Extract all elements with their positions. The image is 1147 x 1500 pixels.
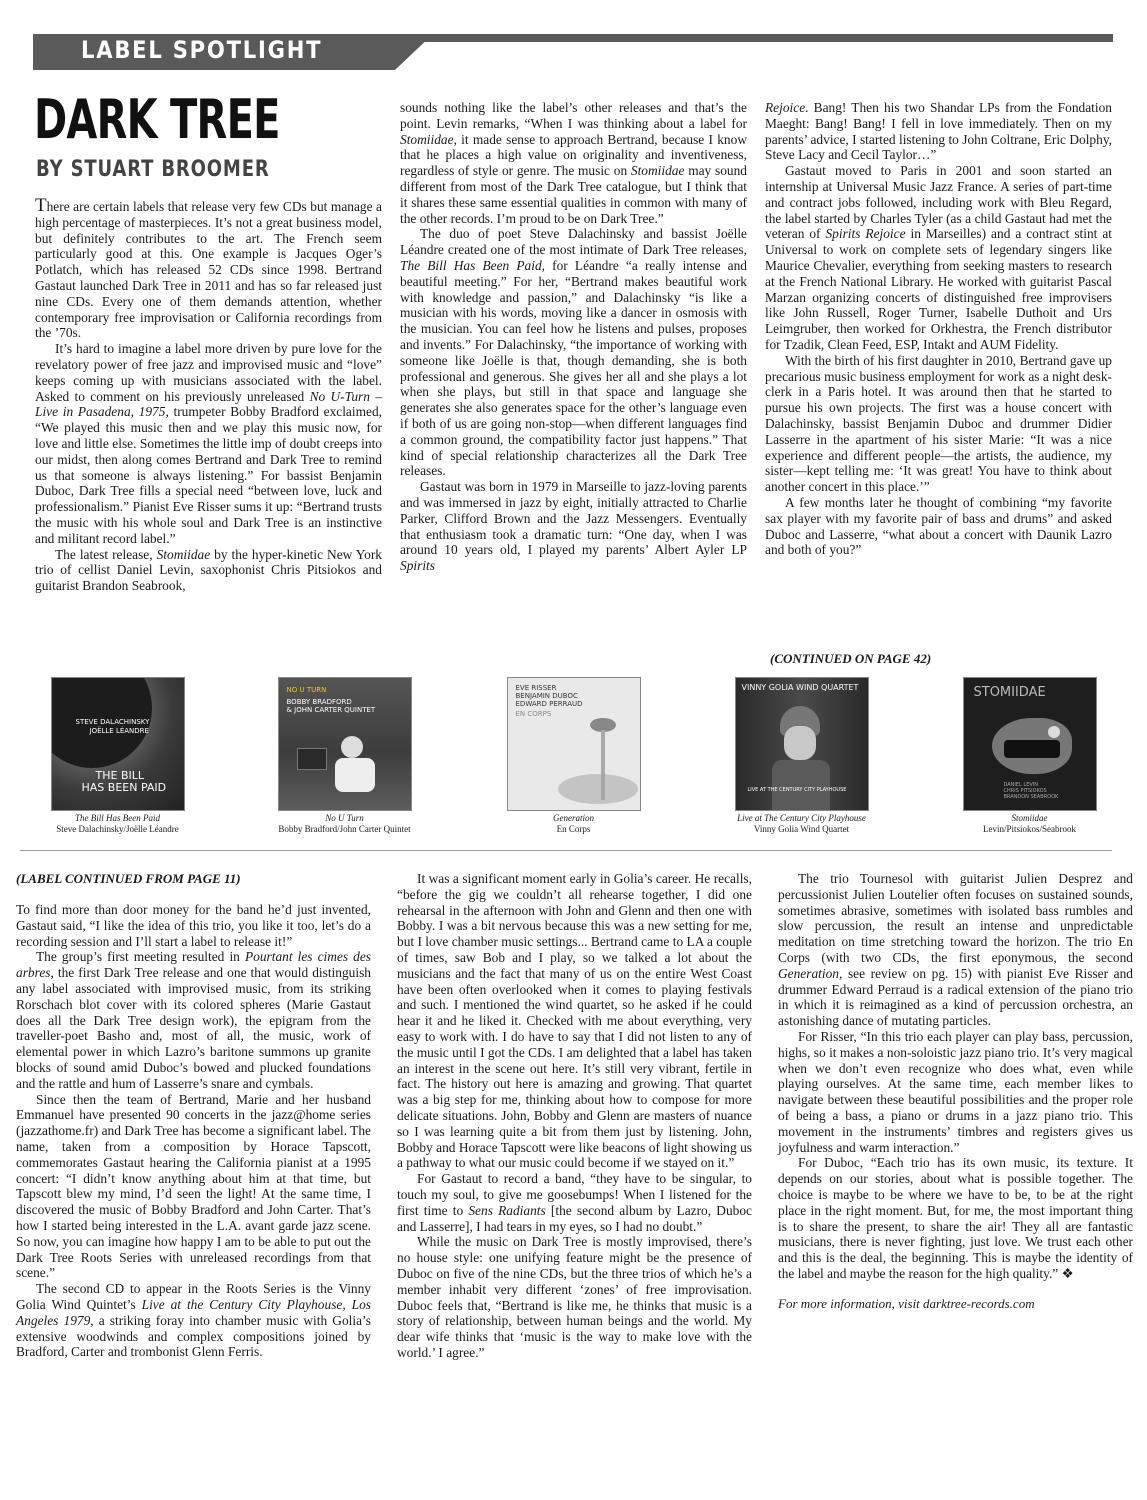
album-title: Stomiidae xyxy=(156,546,211,562)
paragraph: sounds nothing like the label’s other releases and that’s the point. Levin remarks, “When I was thinking about a label for Stomiidae, it made sense to approach Bertrand, because I know that he places a high value on originality and inventiveness, regardless of style or genre. The music on Stomiidae may sound different from most of the Dark Tree catalogue, but I think that it shares these same essential qualities in common with many of the other records. I’m proud to be on Dark Tree.” xyxy=(400,100,747,226)
album-cover: EVE RISSER BENJAMIN DUBOC EDWARD PERRAUD EN CORPS xyxy=(507,677,641,811)
section-banner xyxy=(33,34,1113,70)
album-title: No U-Turn – Live in Pasadena, 1975 xyxy=(35,388,382,420)
album-card xyxy=(30,677,205,835)
paragraph: For Duboc, “Each trio has its own music, its texture. It depends on our stories, about what is possible together. The choice is maybe to be where we have to be, to be at the right place in the right moment. But, for me, the most important thing is to share the present, to share the air! They all are fantastic musicians, there is never fighting, just love. We trust each other and this is the deal, the beginning. This is maybe the identity of the label and maybe the reason for the high quality.” ❖ xyxy=(778,1155,1133,1281)
paragraph: The trio Tournesol with guitarist Julien Desprez and percussionist Julien Loutelier often focuses on sustained sounds, sometimes abrasive, sometimes with isolated bass rumbles and slow percussion, the result an intense and unpredictable meditation on time stretching toward the horizon. The trio En Corps (with two CDs, the first eponymous, the second Generation, see review on pg. 15) with pianist Eve Risser and drummer Edward Perraud is a radical extension of the piano trio in which it is reimagined as a kind of percussion orchestra, an astonishing dance of mutating particles. xyxy=(778,871,1133,1029)
paragraph: The latest release, Stomiidae by the hyper-kinetic New York trio of cellist Daniel Levin, saxophonist Chris Pitsiokos and guitarist Brandon Seabrook, xyxy=(35,546,382,594)
continuation-column-3 xyxy=(778,871,1133,1312)
paragraph: The group’s first meeting resulted in Pourtant les cimes des arbres, the first Dark Tree release and one that would distinguish any label associated with improvised music, from its striking Rorschach blot cover with its colored spheres (Marie Gastaut does all the Dark Tree design work), the epigram from the traveller-poet Basho and, most of all, the music, work of elemental power in which Lazro’s baritone summons up granite blocks of sound amid Duboc’s bowed and plucked foundations and the rattle and hum of Lasserre’s snare and cymbals. xyxy=(16,949,371,1091)
album-row xyxy=(30,677,1120,837)
paragraph: While the music on Dark Tree is mostly improvised, there’s no house style: one unifying feature might be the presence of Duboc on five of the nine CDs, but the three trios of which he’s a member inhabit very different ‘zones’ of free improvisation. Duboc feels that, “Bertrand is like me, he thinks that music is a story of relationship, between human beings and the world. My dear wife thinks that ‘music is the way to make love with the world.’ I agree.” xyxy=(397,1234,752,1360)
section-label: LABEL SPOTLIGHT xyxy=(81,36,323,64)
album-card xyxy=(486,677,661,835)
continuation-column-2 xyxy=(397,871,752,1361)
continued-on-note: (CONTINUED ON PAGE 42) xyxy=(770,651,932,666)
paragraph: Rejoice. Bang! Then his two Shandar LPs from the Fondation Maeght: Bang! Bang! I fell in love immediately. Then on my parents’ advice, I started listening to John Coltrane, Eric Dolphy, Steve Lacy and Cecil Taylor…” xyxy=(765,100,1112,163)
banner-bar xyxy=(395,34,1113,42)
drop-cap: T xyxy=(35,195,47,216)
paragraph: There are certain labels that release very few CDs but manage a high percentage of masterpieces. It’s not a great business model, but definitely contributes to the art. The French seem particularly good at this. One example is Jacques Oger’s Potlatch, which has released 52 CDs since 1998. Bertrand Gastaut launched Dark Tree in 2011 and has so far released just nine CDs. Every one of them demands attention, whether contemporary free improvisation or California recordings from the ’70s. xyxy=(35,195,382,341)
album-artist: Levin/Pitsiokos/Seabrook xyxy=(983,824,1076,834)
album-card xyxy=(942,677,1117,835)
section-divider xyxy=(20,850,1112,851)
album-artist: Bobby Bradford/John Carter Quintet xyxy=(278,824,411,834)
article-column-2 xyxy=(400,100,747,574)
paragraph: A few months later he thought of combining “my favorite sax player with my favorite pair of bass and drums” and asked Duboc and Lasserre, “what about a concert with Daunik Lazro and both of you?” xyxy=(765,494,1112,558)
album-card xyxy=(257,677,432,835)
paragraph: Since then the team of Bertrand, Marie and her husband Emmanuel have presented 90 concerts in the jazz@home series (jazzathome.fr) and Dark Tree has become a significant label. The name, taken from a composition by Horace Tapscott, commemorates Gastaut hearing the California pianist at a 1995 concert: “I didn’t know anything about him at that time, but Tapscott blew my mind, I’d seen the light! At the same time, I discovered the music of Bobby Bradford and John Carter. That’s how I started being interested in the L.A. avant garde jazz scene. So now, you can imagine how happy I am to be able to put out the Dark Tree Roots Series with unreleased recordings from that scene.” xyxy=(16,1091,371,1281)
paragraph: For Risser, “In this trio each player can play bass, percussion, highs, so it makes a non-soloistic jazz piano trio. It’s very magical when we don’t even recognize who does what, even while playing ourselves. At the same time, each member likes to navigate between these beautiful possibilities and the proper role of being a bass, a piano or drums in a jazz piano trio. This movement in the instruments’ timbres and registers gives us joyfulness and warm interaction.” xyxy=(778,1028,1133,1155)
article-column-1 xyxy=(35,195,382,594)
continued-from-note: (LABEL CONTINUED FROM PAGE 11) xyxy=(16,871,241,886)
album-artist: Vinny Golia Wind Quartet xyxy=(753,824,850,834)
article-title: DARK TREE xyxy=(34,88,280,151)
album-artist: En Corps xyxy=(556,824,591,834)
paragraph: The second CD to appear in the Roots Series is the Vinny Golia Wind Quintet’s Live at the Century City Playhouse, Los Angeles 1979, a striking foray into chamber music with Golia’s extensive woodwinds and complex compositions joined by Bradford, Carter and trombonist Glenn Ferris. xyxy=(16,1281,371,1360)
paragraph: For Gastaut to record a band, “they have to be singular, to touch my soul, to give me goosebumps! When I listened for the first time to Sens Radiants [the second album by Lazro, Duboc and Lasserre], I had tears in my eyes, so I had no doubt.” xyxy=(397,1171,752,1234)
album-cover: STOMIIDAE DANIEL LEVIN CHRIS PITSIOKOS BRANDON SEABROOK xyxy=(963,677,1097,811)
paragraph: The duo of poet Steve Dalachinsky and bassist Joëlle Léandre created one of the most intimate of Dark Tree releases, The Bill Has Been Paid, for Léandre “a really intense and beautiful meeting.” For her, “Bertrand makes beautiful work with knowledge and passion,” and Dalachinsky “is like a musician with his words, moving like a dancer in osmosis with the musician. You can feel how he listens and pulses, proposes and invents.” For Dalachinsky, “the importance of working with someone like Joëlle is that, though demanding, she is both professional and generous. She gives her all and she plays a lot when she plays, but still in that space and language she generates she also generates space for the other’s language even if both of us are going non-stop—when different languages find a common ground, the compatibility factor just happens.” That kind of special relationship characterizes all the Dark Tree releases. xyxy=(400,226,747,479)
album-title: The Bill Has Been Paid xyxy=(75,813,160,823)
article-column-3 xyxy=(765,100,1112,558)
paragraph: Gastaut was born in 1979 in Marseille to jazz-loving parents and was immersed in jazz by eight, initially attracted to Charlie Parker, Clifford Brown and the Jazz Messengers. Eventually that enthusiasm took a dramatic turn: “One day, when I was around 10 years old, I played my parents’ Albert Ayler LP Spirits xyxy=(400,479,747,574)
continuation-column-1 xyxy=(16,902,371,1360)
album-title: Live at The Century City Playhouse xyxy=(737,813,866,823)
paragraph: Gastaut moved to Paris in 2001 and soon started an internship at Universal Music Jazz France. A series of part-time and contract jobs followed, including work with Bleu Regard, the label started by Charles Tyler (as a child Gastaut had met the veteran of Spirits Rejoice in Marseilles) and a contract stint at Universal to work on complete sets of legendary singers like Maurice Chevalier, everything from seeking masters to research at the French National Library. He worked with guitarist Pascal Marzan organizing concerts of distinguished free improvisers like John Russell, Roger Turner, Isabelle Duthoit and Urs Leimgruber, then worked for Orkhestra, the French distributor for Tzadik, Clean Feed, ESP, Intakt and AUM Fidelity. xyxy=(765,163,1112,352)
album-artist: Steve Dalachinsky/Joëlle Léandre xyxy=(56,824,179,834)
end-mark-icon: ❖ xyxy=(1061,1265,1074,1281)
album-card xyxy=(714,677,889,835)
album-title: Generation xyxy=(553,813,594,823)
album-cover: STEVE DALACHINSKY JOËLLE LÉANDRE THE BILL HAS BEEN PAID xyxy=(51,677,185,811)
footnote: For more information, visit darktree-records.com xyxy=(778,1295,1035,1311)
paragraph: To find more than door money for the band he’d just invented, Gastaut said, “I like the idea of this trio, you like it too, let’s do a recording session and I’ll start a label to release it!” xyxy=(16,902,371,949)
album-cover: NO U TURN BOBBY BRADFORD & JOHN CARTER QUINTET xyxy=(278,677,412,811)
album-title: Stomiidae xyxy=(1011,813,1048,823)
paragraph: With the birth of his first daughter in 2010, Bertrand gave up precarious music business employment for work as a night desk-clerk in a Paris hotel. It was around then that he started to pursue his own projects. The first was a house concert with Dalachinsky, bassist Benjamin Duboc and drummer Didier Lasserre in the apartment of his sister Marie: “It was a nice experience and different people—the artists, the audience, my sister—kept telling me: ‘It was great! You have to think about another concert in this place.’” xyxy=(765,352,1112,495)
article-byline: BY STUART BROOMER xyxy=(36,157,270,182)
paragraph: It was a significant moment early in Golia’s career. He recalls, “before the gig we couldn’t all rehearse together, I did one rehearsal in the afternoon with John and Glenn and then one with Bobby. I was a bit nervous because this was a new setting for me, but I love chamber music settings... Bertrand came to LA a couple of times, saw Bob and I play, so we talked a lot about the musicians and the fact that many of us on the entire West Coast have been often overlooked when it comes to playing festivals and such. I mentioned the wind quartet, so he asked if he could hear it and he liked it. Checked with me about everything, very easy to work with. I do have to say that I did not listen to any of the music until I got the CDs. I am delighted that a label has taken an interest in the scene out here. It’s still very vibrant, fertile in fact. The history out here is amazing and growing. That quartet was a big step for me, thinking about how to compose for more delicate situations. John, Bobby and Glenn are masters of nuance so I was learning quite a bit from them just by listening. John, Bobby and Horace Tapscott were like beacons of light showing us a pathway to what our music could become if we stayed on it.” xyxy=(397,871,752,1171)
paragraph: It’s hard to imagine a label more driven by pure love for the revelatory power of free jazz and improvised music and “love” keeps coming up with musicians associated with the label. Asked to comment on his previously unreleased No U-Turn – Live in Pasadena, 1975, trumpeter Bobby Bradford exclaimed, “We played this music then and we play this music now, for love and little else. Sometimes the little imp of doubt creeps into our midst, then along comes Bertrand and Dark Tree to remind us that someone is always listening.” For bassist Benjamin Duboc, Dark Tree fills a special need “between love, luck and professionalism.” Pianist Eve Risser sums it up: “Bertrand trusts the music with his whole soul and Dark Tree is an instinctive and militant record label.” xyxy=(35,341,382,546)
album-cover: VINNY GOLIA WIND QUARTET LIVE AT THE CENTURY CITY PLAYHOUSE xyxy=(735,677,869,811)
album-title: No U Turn xyxy=(325,813,364,823)
